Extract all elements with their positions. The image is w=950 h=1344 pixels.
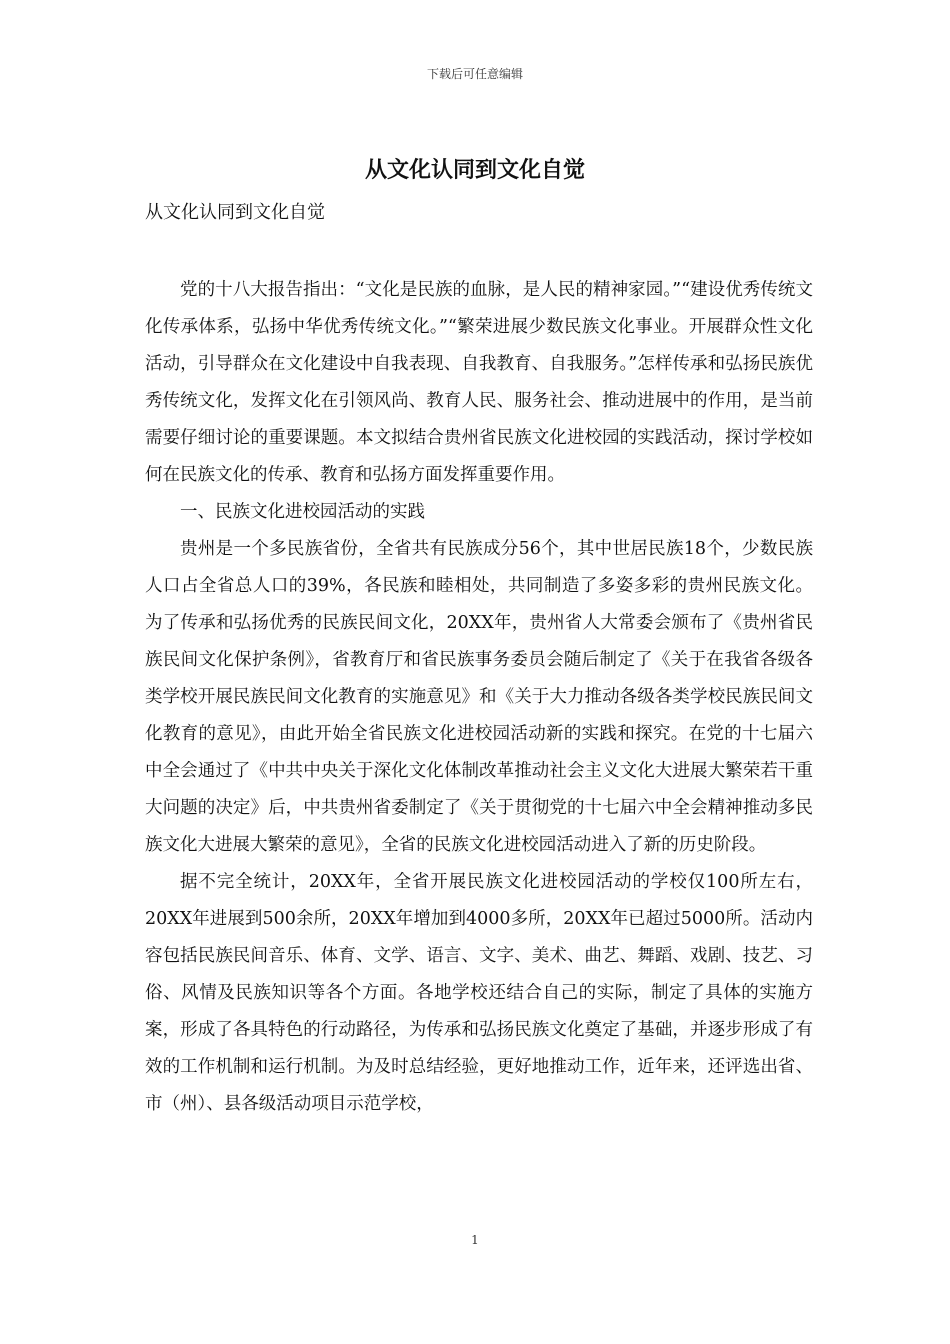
- section-heading: 一、民族文化进校园活动的实践: [180, 502, 425, 522]
- paragraph-statistics: 据不完全统计，20XX年，全省开展民族文化进校园活动的学校仅100所左右，20XX年进展到500余所，20XX年增加到4000多所，20XX年已超过5000所。活动内容包括民族民间音乐、体育、文学、语言、文字、美术、曲艺、舞蹈、戏剧、技艺、习俗、风情及民族知识等各个方面。各地学校还结合自己的实际，制定了具体的实施方案，形成了各具特色的行动路径，为传承和弘扬民族文化奠定了基础，并逐步形成了有效的工作机制和运行机制。为及时总结经验，更好地推动工作，近年来，还评选出省、市（州）、县各级活动项目示范学校，: [145, 872, 813, 1114]
- page-header: 下载后可任意编辑: [426, 67, 523, 81]
- page-number: 1: [471, 1233, 479, 1247]
- paragraph-guizhou: 贵州是一个多民族省份，全省共有民族成分56个，其中世居民族18个，少数民族人口占全省总人口的39%，各民族和睦相处，共同制造了多姿多彩的贵州民族文化。为了传承和弘扬优秀的民族民间文化，20XX年，贵州省人大常委会颁布了《贵州省民族民间文化保护条例》，省教育厅和省民族事务委员会随后制定了《关于在我省各级各类学校开展民族民间文化教育的实施意见》和《关于大力推动各级各类学校民族民间文化教育的意见》，由此开始全省民族文化进校园活动新的实践和探究。在党的十七届六中全会通过了《中共中央关于深化文化体制改革推动社会主义文化大进展大繁荣若干重大问题的决定》后，中共贵州省委制定了《关于贯彻党的十七届六中全会精神推动多民族文化大进展大繁荣的意见》，全省的民族文化进校园活动进入了新的历史阶段。: [145, 539, 813, 855]
- paragraph-intro: 党的十八大报告指出：“文化是民族的血脉，是人民的精神家园。”“建设优秀传统文化传承体系，弘扬中华优秀传统文化。”“繁荣进展少数民族文化事业。开展群众性文化活动，引导群众在文化建设中自我表现、自我教育、自我服务。”怎样传承和弘扬民族优秀传统文化，发挥文化在引领风尚、教育人民、服务社会、推动进展中的作用，是当前需要仔细讨论的重要课题。本文拟结合贵州省民族文化进校园的实践活动，探讨学校如何在民族文化的传承、教育和弘扬方面发挥重要作用。: [145, 280, 813, 485]
- document-title: 从文化认同到文化自觉: [364, 157, 585, 183]
- document-body: [145, 272, 813, 1123]
- document-subtitle: 从文化认同到文化自觉: [145, 202, 325, 223]
